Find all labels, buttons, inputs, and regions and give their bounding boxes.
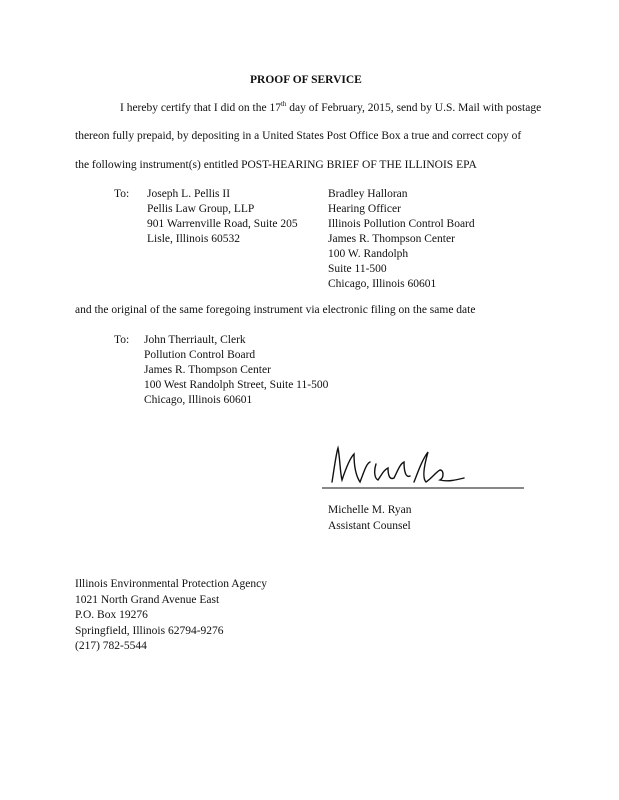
- address-line: James R. Thompson Center: [144, 364, 271, 376]
- address-line: Hearing Officer: [328, 203, 401, 215]
- address-line: Chicago, Illinois 60601: [144, 394, 253, 406]
- agency-address: [75, 577, 267, 655]
- certification-line-1-text: I hereby certify that I did on the 17: [120, 102, 281, 114]
- address-line: Springfield, Illinois 62794-9276: [75, 624, 224, 637]
- address-line: Pollution Control Board: [144, 349, 256, 361]
- address-line: Joseph L. Pellis II: [147, 188, 231, 200]
- signer-title: Assistant Counsel: [328, 520, 411, 532]
- recipient-left-address: [147, 187, 298, 247]
- recipient-right-address: [328, 187, 475, 292]
- address-line: Lisle, Illinois 60532: [147, 233, 240, 245]
- address-line: Bradley Halloran: [328, 188, 408, 200]
- address-line: (217) 782-5544: [75, 640, 147, 652]
- address-line: 901 Warrenville Road, Suite 205: [147, 218, 298, 230]
- address-line: Illinois Pollution Control Board: [328, 218, 475, 230]
- certification-line-3: the following instrument(s) entitled POST-HEARING BRIEF OF THE ILLINOIS EPA: [75, 159, 477, 171]
- certification-line-1: [120, 101, 541, 115]
- signer-name: Michelle M. Ryan: [328, 504, 412, 516]
- certification-line-2: thereon fully prepaid, by depositing in a United States Post Office Box a true and correct copy of: [75, 130, 522, 142]
- address-line: James R. Thompson Center: [328, 233, 455, 245]
- ordinal-suffix: th: [280, 100, 287, 109]
- address-line: 100 West Randolph Street, Suite 11-500: [144, 379, 329, 391]
- address-line: Illinois Environmental Protection Agency: [75, 578, 267, 590]
- address-line: Suite 11-500: [328, 263, 387, 275]
- original-filing-line: and the original of the same foregoing instrument via electronic filing on the same date: [75, 304, 476, 316]
- address-line: 1021 North Grand Avenue East: [75, 593, 220, 606]
- address-line: Pellis Law Group, LLP: [147, 203, 255, 215]
- address-line: P.O. Box 19276: [75, 609, 148, 621]
- address-line: John Therriault, Clerk: [144, 334, 246, 346]
- certification-line-1-rest: day of February, 2015, send by U.S. Mail with postage: [286, 102, 542, 114]
- address-line: Chicago, Illinois 60601: [328, 278, 437, 290]
- page-title: PROOF OF SERVICE: [250, 74, 362, 86]
- clerk-to-label: To:: [114, 334, 130, 346]
- clerk-address: [144, 333, 328, 408]
- to-label: To:: [114, 188, 130, 200]
- address-line: 100 W. Randolph: [328, 248, 409, 260]
- signature-image: [318, 442, 528, 494]
